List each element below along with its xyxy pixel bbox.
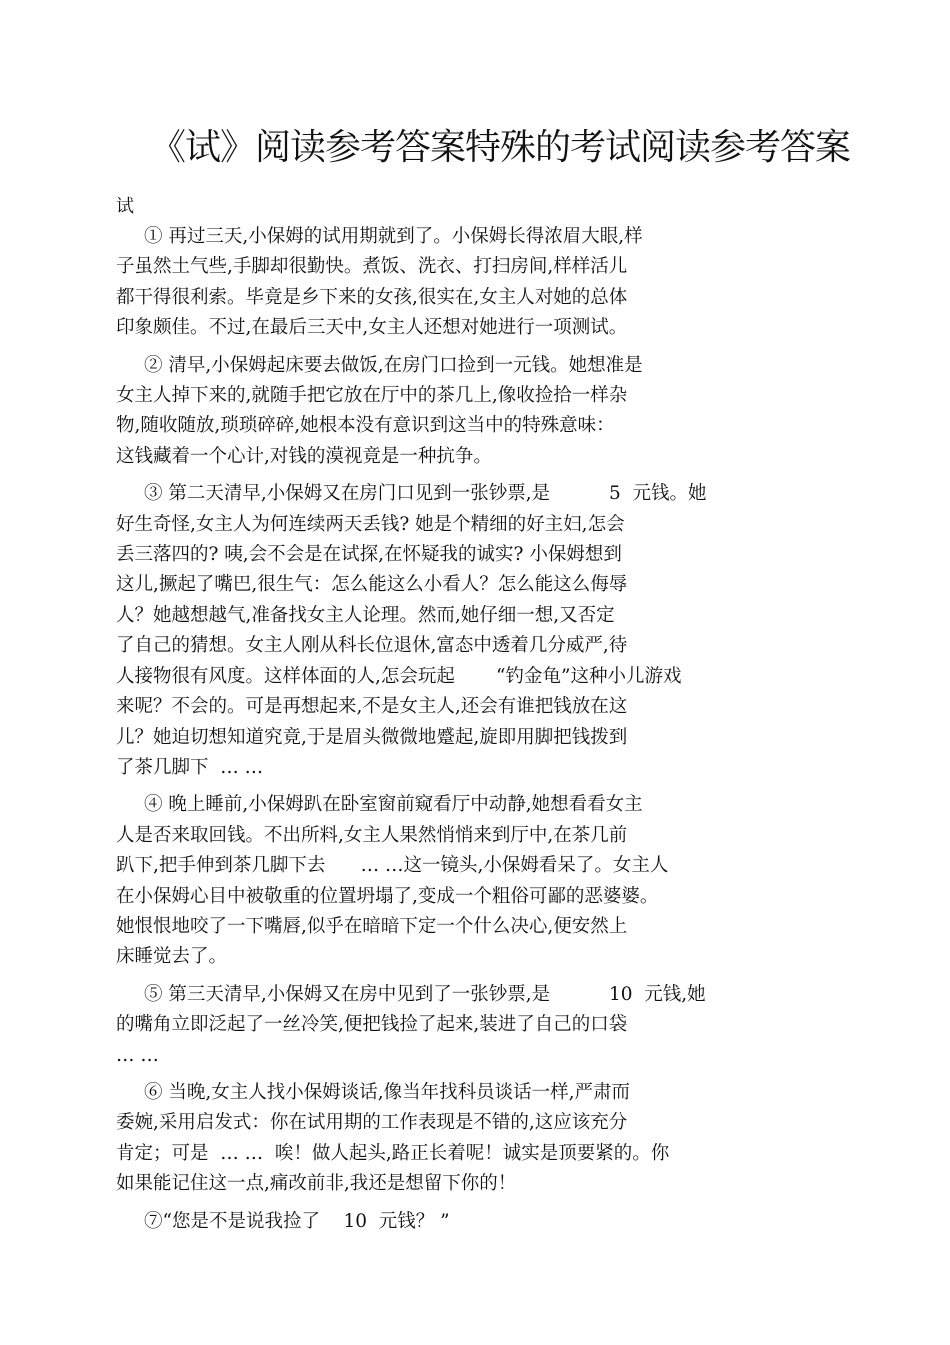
paragraph-line: 肯定；可是 … … 唉！做人起头,路正长着呢！诚实是顶要紧的。你 xyxy=(116,1142,670,1164)
paragraph-5 xyxy=(116,980,806,1071)
paragraph-line: 儿？她迫切想知道究竟,于是眉头微微地蹙起,旋即用脚把钱拨到 xyxy=(116,726,628,748)
paragraph-4 xyxy=(116,790,806,972)
paragraph-line: 都干得很利索。毕竟是乡下来的女孩,很实在,女主人对她的总体 xyxy=(116,286,628,308)
paragraph-line: 了茶几脚下 … … xyxy=(116,756,264,778)
paragraph-line: 物,随收随放,琐琐碎碎,她根本没有意识到这当中的特殊意味： xyxy=(116,415,615,437)
document-body xyxy=(116,222,806,1244)
paragraph-line: ⑤ 第三天清早,小保姆又在房中见到了一张钞票,是 10 元钱,她 xyxy=(144,983,706,1005)
paragraph-6 xyxy=(116,1078,806,1200)
paragraph-2 xyxy=(116,351,806,473)
paragraph-line: ① 再过三天,小保姆的试用期就到了。小保姆长得浓眉大眼,样 xyxy=(144,226,643,247)
paragraph-line: 委婉,采用启发式：你在试用期的工作表现是不错的,这应该充分 xyxy=(116,1112,628,1134)
paragraph-line: 丢三落四的? 咦,会不会是在试探,在怀疑我的诚实? 小保姆想到 xyxy=(116,544,622,566)
paragraph-7 xyxy=(116,1207,806,1237)
paragraph-line: 好生奇怪,女主人为何连续两天丢钱? 她是个精细的好主妇,怎会 xyxy=(116,513,625,535)
paragraph-line: 床睡觉去了。 xyxy=(116,946,228,968)
paragraph-line: 印象颇佳。不过,在最后三天中,女主人还想对她进行一项测试。 xyxy=(116,317,628,339)
paragraph-line: ⑦“您是不是说我捡了 10 元钱？ ” xyxy=(144,1210,450,1232)
paragraph-line: 的嘴角立即泛起了一丝冷笑,便把钱捡了起来,装进了自己的口袋 xyxy=(116,1014,628,1036)
paragraph-line: 趴下,把手伸到茶几脚下去 … …这一镜头,小保姆看呆了。女主人 xyxy=(116,855,669,877)
paragraph-line: 女主人掉下来的,就随手把它放在厅中的茶几上,像收捡拾一样杂 xyxy=(116,385,628,407)
paragraph-3 xyxy=(116,479,806,783)
document-subtitle: 试 xyxy=(116,196,134,217)
paragraph-line: ② 清早,小保姆起床要去做饭,在房门口捡到一元钱。她想准是 xyxy=(144,354,643,376)
paragraph-1 xyxy=(116,222,806,344)
document-title: 《试》阅读参考答案特殊的考试阅读参考答案 xyxy=(150,127,851,168)
paragraph-line: … … xyxy=(116,1044,159,1066)
paragraph-line: ⑥ 当晚,女主人找小保姆谈话,像当年找科员谈话一样,严肃而 xyxy=(144,1081,631,1103)
paragraph-line: 了自己的猜想。女主人刚从科长位退休,富态中透着几分威严,待 xyxy=(116,635,628,657)
paragraph-line: 来呢？不会的。可是再想起来,不是女主人,还会有谁把钱放在这 xyxy=(116,696,628,718)
paragraph-line: ③ 第二天清早,小保姆又在房门口见到一张钞票,是 5 元钱。她 xyxy=(144,483,707,505)
paragraph-line: 在小保姆心目中被敬重的位置坍塌了,变成一个粗俗可鄙的恶婆婆。 xyxy=(116,885,659,907)
paragraph-line: 人？她越想越气,准备找女主人论理。然而,她仔细一想,又否定 xyxy=(116,604,615,626)
paragraph-line: 如果能记住这一点,痛改前非,我还是想留下你的！ xyxy=(116,1173,517,1195)
paragraph-line: 人是否来取回钱。不出所料,女主人果然悄悄来到厅中,在茶几前 xyxy=(116,824,628,846)
paragraph-line: 这钱藏着一个心计,对钱的漠视竟是一种抗争。 xyxy=(116,445,492,467)
paragraph-line: 人接物很有风度。这样体面的人,怎会玩起 “钓金龟”这种小儿游戏 xyxy=(116,665,682,687)
paragraph-line: 这儿,撅起了嘴巴,很生气：怎么能这么小看人？怎么能这么侮辱 xyxy=(116,574,628,596)
paragraph-line: 她恨恨地咬了一下嘴唇,似乎在暗暗下定一个什么决心,便安然上 xyxy=(116,915,628,937)
paragraph-line: ④ 晚上睡前,小保姆趴在卧室窗前窥看厅中动静,她想看看女主 xyxy=(144,794,643,816)
paragraph-line: 子虽然土气些,手脚却很勤快。煮饭、洗衣、打扫房间,样样活儿 xyxy=(116,256,628,278)
